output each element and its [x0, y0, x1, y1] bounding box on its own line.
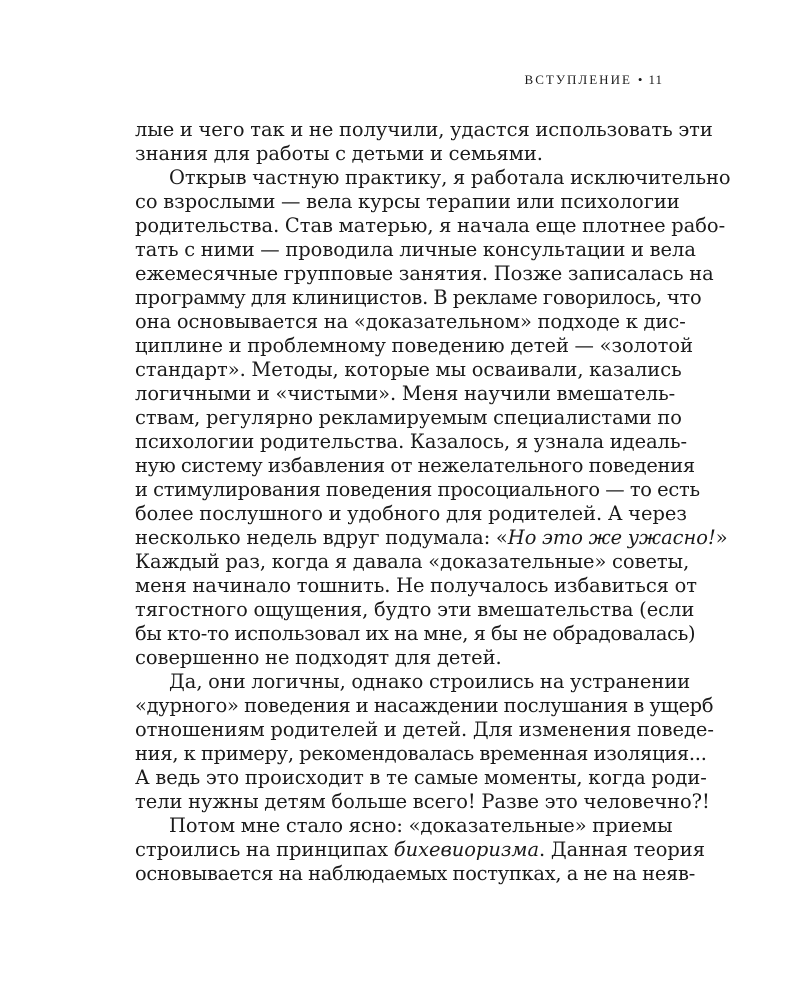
text-line: основывается на наблюдаемых поступках, а не на неяв-: [135, 862, 696, 885]
text-line: психологии родительства. Казалось, я узнала идеаль-: [135, 430, 688, 453]
text-line: А ведь это происходит в те самые моменты, когда роди-: [135, 766, 707, 789]
paragraph-start: Потом мне стало ясно: «доказательные» приемы: [169, 814, 673, 837]
text-line: ную систему избавления от нежелательного поведения: [135, 454, 695, 477]
text-line: со взрослыми — вела курсы терапии или психологии: [135, 190, 680, 213]
text-line: логичными и «чистыми». Меня научили вмешатель-: [135, 382, 676, 405]
italic-term: бихевиоризма: [393, 838, 540, 861]
text-fragment: . Данная теория: [539, 838, 705, 861]
text-fragment: строились на принципах: [135, 838, 394, 861]
text-line: знания для работы с детьми и семьями.: [135, 142, 543, 165]
text-line: тягостного ощущения, будто эти вмешательства (если: [135, 598, 695, 621]
text-line: отношениям родителей и детей. Для изменения поведе-: [135, 718, 714, 741]
page-number: 11: [648, 72, 663, 87]
text-line: совершенно не подходят для детей.: [135, 646, 502, 669]
text-line-with-italic: [135, 838, 705, 862]
text-line: бы кто-то использовал их на мне, я бы не обрадовалась): [135, 622, 696, 645]
text-line-with-italic: [135, 526, 728, 550]
section-title: ВСТУПЛЕНИЕ: [524, 72, 632, 87]
paragraph-start: Открыв частную практику, я работала исключительно: [169, 166, 731, 189]
text-line: меня начинало тошнить. Не получалось избавиться от: [135, 574, 697, 597]
text-fragment: несколько недель вдруг подумала: «: [135, 526, 508, 549]
text-line: ствам, регулярно рекламируемым специалистами по: [135, 406, 682, 429]
text-line: лые и чего так и не получили, удастся использовать эти: [135, 118, 713, 141]
paragraph-start: Да, они логичны, однако строились на устранении: [169, 670, 691, 693]
text-line: она основывается на «доказательном» подходе к дис-: [135, 310, 686, 333]
bullet-separator: •: [637, 72, 643, 87]
text-line: и стимулирования поведения просоциального — то есть: [135, 478, 700, 501]
body-text: [135, 118, 731, 886]
text-line: «дурного» поведения и насаждении послушания в ущерб: [135, 694, 714, 717]
text-line: циплине и проблемному поведению детей — «золотой: [135, 334, 694, 357]
text-line: программу для клиницистов. В рекламе говорилось, что: [135, 286, 702, 309]
text-fragment: »: [715, 526, 728, 549]
text-line: Каждый раз, когда я давала «доказательные» советы,: [135, 550, 690, 573]
text-line: ежемесячные групповые занятия. Позже записалась на: [135, 262, 714, 285]
text-line: более послушного и удобного для родителей. А через: [135, 502, 687, 525]
text-line: ния, к примеру, рекомендовалась временная изоляция...: [135, 742, 707, 765]
text-line: родительства. Став матерью, я начала еще плотнее рабо-: [135, 214, 726, 237]
italic-emphasis: Но это же ужасно!: [507, 526, 716, 549]
text-line: стандарт». Методы, которые мы осваивали, казались: [135, 358, 682, 381]
text-line: тать с ними — проводила личные консультации и вела: [135, 238, 696, 261]
text-line: тели нужны детям больше всего! Разве это человечно?!: [135, 790, 710, 813]
running-head: [525, 72, 663, 88]
